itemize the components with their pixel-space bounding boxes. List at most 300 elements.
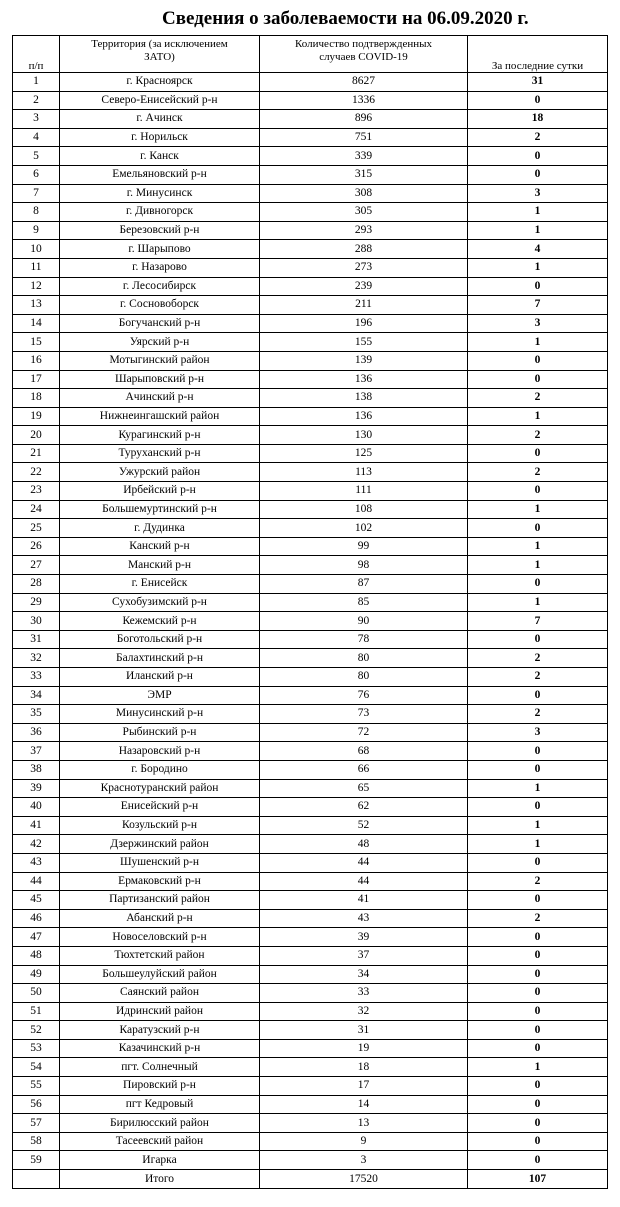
total-num-cell [13,1170,60,1189]
row-daily: 0 [468,482,608,501]
row-daily: 1 [468,407,608,426]
row-daily: 1 [468,500,608,519]
row-count: 14 [260,1095,468,1114]
row-num: 17 [13,370,60,389]
table-row [13,1002,608,1021]
row-count: 136 [260,407,468,426]
row-daily: 2 [468,668,608,687]
row-count: 65 [260,779,468,798]
table-row [13,91,608,110]
row-num: 45 [13,891,60,910]
row-count: 39 [260,928,468,947]
row-count: 72 [260,723,468,742]
covid-stats-table [12,35,608,1189]
row-territory: г. Ачинск [60,110,260,129]
row-num: 22 [13,463,60,482]
row-count: 19 [260,1039,468,1058]
row-territory: г. Шарыпово [60,240,260,259]
row-territory: г. Красноярск [60,73,260,92]
table-row [13,314,608,333]
row-count: 32 [260,1002,468,1021]
row-territory: г. Енисейск [60,575,260,594]
row-num: 27 [13,556,60,575]
table-row [13,463,608,482]
table-row [13,1039,608,1058]
row-count: 308 [260,184,468,203]
row-num: 25 [13,519,60,538]
row-territory: Саянский район [60,984,260,1003]
row-num: 6 [13,165,60,184]
row-territory: г. Дивногорск [60,203,260,222]
table-row [13,351,608,370]
header-count [260,36,468,73]
table-row [13,946,608,965]
row-territory: Северо-Енисейский р-н [60,91,260,110]
table-row [13,556,608,575]
row-territory: г. Бородино [60,760,260,779]
row-territory: Большеулуйский район [60,965,260,984]
row-num: 42 [13,835,60,854]
row-daily: 0 [468,946,608,965]
table-row [13,426,608,445]
row-daily: 18 [468,110,608,129]
row-daily: 0 [468,147,608,166]
row-num: 5 [13,147,60,166]
row-territory: Нижнеингашский район [60,407,260,426]
table-row [13,630,608,649]
row-daily: 0 [468,1095,608,1114]
row-territory: Новоселовский р-н [60,928,260,947]
row-daily: 0 [468,370,608,389]
header-num: п/п [13,36,60,73]
table-row [13,389,608,408]
row-num: 40 [13,798,60,817]
row-count: 139 [260,351,468,370]
row-daily: 0 [468,853,608,872]
row-daily: 0 [468,891,608,910]
row-daily: 3 [468,314,608,333]
row-num: 56 [13,1095,60,1114]
row-num: 46 [13,909,60,928]
row-territory: Абанский р-н [60,909,260,928]
total-row [13,1170,608,1189]
row-count: 293 [260,221,468,240]
table-row [13,147,608,166]
row-territory: г. Назарово [60,258,260,277]
row-count: 62 [260,798,468,817]
row-num: 41 [13,816,60,835]
row-count: 339 [260,147,468,166]
row-num: 44 [13,872,60,891]
total-daily: 107 [468,1170,608,1189]
table-row [13,705,608,724]
row-num: 24 [13,500,60,519]
table-row [13,482,608,501]
table-row [13,872,608,891]
row-daily: 2 [468,128,608,147]
table-row [13,1095,608,1114]
row-count: 98 [260,556,468,575]
row-daily: 0 [468,91,608,110]
table-row [13,1132,608,1151]
row-num: 1 [13,73,60,92]
row-territory: Идринский район [60,1002,260,1021]
row-daily: 0 [468,444,608,463]
row-num: 13 [13,296,60,315]
table-row [13,909,608,928]
table-row [13,240,608,259]
row-num: 10 [13,240,60,259]
row-num: 52 [13,1021,60,1040]
row-count: 125 [260,444,468,463]
table-row [13,965,608,984]
row-num: 16 [13,351,60,370]
row-count: 37 [260,946,468,965]
row-count: 68 [260,742,468,761]
row-num: 3 [13,110,60,129]
row-territory: Емельяновский р-н [60,165,260,184]
row-num: 26 [13,537,60,556]
row-daily: 0 [468,630,608,649]
page-title-text: Сведения о заболеваемости на 06.09.2020 г. [162,8,529,29]
table-row [13,165,608,184]
row-num: 53 [13,1039,60,1058]
row-num: 58 [13,1132,60,1151]
row-count: 41 [260,891,468,910]
row-num: 14 [13,314,60,333]
row-daily: 0 [468,165,608,184]
row-num: 59 [13,1151,60,1170]
row-num: 38 [13,760,60,779]
row-daily: 2 [468,872,608,891]
row-count: 33 [260,984,468,1003]
row-count: 73 [260,705,468,724]
row-count: 211 [260,296,468,315]
table-row [13,649,608,668]
row-daily: 0 [468,351,608,370]
row-count: 113 [260,463,468,482]
table-row [13,928,608,947]
row-count: 13 [260,1114,468,1133]
row-num: 32 [13,649,60,668]
row-daily: 7 [468,296,608,315]
row-num: 36 [13,723,60,742]
table-row [13,1114,608,1133]
row-count: 111 [260,482,468,501]
row-count: 48 [260,835,468,854]
table-row [13,333,608,352]
page-title [0,7,620,31]
row-count: 3 [260,1151,468,1170]
table-row [13,128,608,147]
row-count: 155 [260,333,468,352]
row-daily: 0 [468,1021,608,1040]
row-daily: 1 [468,835,608,854]
row-count: 136 [260,370,468,389]
row-count: 78 [260,630,468,649]
table-row [13,593,608,612]
row-daily: 7 [468,612,608,631]
row-count: 18 [260,1058,468,1077]
row-count: 44 [260,853,468,872]
row-num: 9 [13,221,60,240]
row-count: 273 [260,258,468,277]
row-count: 315 [260,165,468,184]
row-territory: Партизанский район [60,891,260,910]
row-territory: Тасеевский район [60,1132,260,1151]
row-count: 87 [260,575,468,594]
row-count: 196 [260,314,468,333]
table-row [13,853,608,872]
row-num: 37 [13,742,60,761]
table-row [13,723,608,742]
row-num: 30 [13,612,60,631]
row-count: 239 [260,277,468,296]
row-daily: 1 [468,1058,608,1077]
table-row [13,891,608,910]
row-num: 2 [13,91,60,110]
row-num: 29 [13,593,60,612]
row-daily: 1 [468,816,608,835]
row-territory: г. Канск [60,147,260,166]
row-daily: 0 [468,519,608,538]
row-count: 44 [260,872,468,891]
table-row [13,73,608,92]
header-daily: За последние сутки [468,36,608,73]
row-territory: Шарыповский р-н [60,370,260,389]
row-count: 102 [260,519,468,538]
table-row [13,407,608,426]
row-territory: Пировский р-н [60,1077,260,1096]
row-territory: Рыбинский р-н [60,723,260,742]
table-row [13,760,608,779]
row-count: 85 [260,593,468,612]
row-daily: 4 [468,240,608,259]
row-territory: Балахтинский р-н [60,649,260,668]
row-territory: Игарка [60,1151,260,1170]
row-territory: Тюхтетский район [60,946,260,965]
row-num: 15 [13,333,60,352]
row-num: 35 [13,705,60,724]
row-territory: Каратузский р-н [60,1021,260,1040]
row-territory: г. Сосновоборск [60,296,260,315]
table-row [13,184,608,203]
row-daily: 0 [468,984,608,1003]
header-territory [60,36,260,73]
row-num: 12 [13,277,60,296]
row-territory: пгт Кедровый [60,1095,260,1114]
row-territory: г. Минусинск [60,184,260,203]
row-num: 28 [13,575,60,594]
row-num: 11 [13,258,60,277]
row-count: 1336 [260,91,468,110]
row-territory: Кежемский р-н [60,612,260,631]
row-daily: 1 [468,333,608,352]
table-row [13,296,608,315]
row-count: 90 [260,612,468,631]
row-count: 31 [260,1021,468,1040]
row-territory: Манский р-н [60,556,260,575]
row-daily: 2 [468,705,608,724]
row-num: 57 [13,1114,60,1133]
table-row [13,686,608,705]
row-territory: Уярский р-н [60,333,260,352]
row-count: 80 [260,649,468,668]
row-daily: 0 [468,277,608,296]
row-daily: 0 [468,1132,608,1151]
table-row [13,612,608,631]
table-header-row [13,36,608,73]
row-daily: 0 [468,928,608,947]
row-num: 47 [13,928,60,947]
row-daily: 2 [468,909,608,928]
row-territory: пгт. Солнечный [60,1058,260,1077]
row-num: 7 [13,184,60,203]
row-daily: 2 [468,463,608,482]
table-row [13,984,608,1003]
row-daily: 0 [468,798,608,817]
row-num: 23 [13,482,60,501]
row-territory: Ирбейский р-н [60,482,260,501]
row-territory: Богучанский р-н [60,314,260,333]
header-territory-line2: ЗАТО) [144,50,175,63]
row-daily: 31 [468,73,608,92]
row-daily: 1 [468,556,608,575]
row-count: 34 [260,965,468,984]
row-num: 43 [13,853,60,872]
row-territory: Иланский р-н [60,668,260,687]
table-row [13,742,608,761]
row-territory: Березовский р-н [60,221,260,240]
row-territory: Назаровский р-н [60,742,260,761]
row-daily: 0 [468,686,608,705]
row-count: 66 [260,760,468,779]
row-count: 8627 [260,73,468,92]
row-daily: 1 [468,779,608,798]
row-num: 33 [13,668,60,687]
header-count-line1: Количество подтвержденных [295,38,432,50]
table-row [13,1058,608,1077]
row-daily: 0 [468,1039,608,1058]
row-territory: Козульский р-н [60,816,260,835]
row-daily: 2 [468,649,608,668]
row-count: 138 [260,389,468,408]
table-row [13,110,608,129]
row-count: 751 [260,128,468,147]
row-territory: Туруханский р-н [60,444,260,463]
row-num: 8 [13,203,60,222]
table-row [13,500,608,519]
row-num: 31 [13,630,60,649]
row-territory: ЭМР [60,686,260,705]
table-row [13,277,608,296]
total-label: Итого [60,1170,260,1189]
row-territory: Минусинский р-н [60,705,260,724]
row-territory: Краснотуранский район [60,779,260,798]
row-num: 51 [13,1002,60,1021]
row-count: 305 [260,203,468,222]
row-daily: 3 [468,184,608,203]
row-count: 17 [260,1077,468,1096]
row-daily: 0 [468,760,608,779]
table-body [13,73,608,1170]
row-territory: Ермаковский р-н [60,872,260,891]
table-row [13,1021,608,1040]
header-territory-line1: Территория (за исключением [91,38,228,50]
table-row [13,779,608,798]
row-num: 39 [13,779,60,798]
row-territory: Боготольский р-н [60,630,260,649]
row-territory: Большемуртинский р-н [60,500,260,519]
row-daily: 1 [468,537,608,556]
row-territory: г. Дудинка [60,519,260,538]
row-count: 108 [260,500,468,519]
row-daily: 0 [468,965,608,984]
row-daily: 1 [468,593,608,612]
row-count: 43 [260,909,468,928]
row-territory: Дзержинский район [60,835,260,854]
row-territory: Ужурский район [60,463,260,482]
table-row [13,444,608,463]
row-count: 52 [260,816,468,835]
row-daily: 3 [468,723,608,742]
row-territory: Канский р-н [60,537,260,556]
row-num: 55 [13,1077,60,1096]
row-daily: 0 [468,742,608,761]
row-count: 288 [260,240,468,259]
row-count: 76 [260,686,468,705]
row-num: 34 [13,686,60,705]
row-territory: Шушенский р-н [60,853,260,872]
table-row [13,370,608,389]
row-territory: г. Норильск [60,128,260,147]
row-count: 80 [260,668,468,687]
row-territory: Мотыгинский район [60,351,260,370]
table-row [13,668,608,687]
table-row [13,519,608,538]
row-territory: Казачинский р-н [60,1039,260,1058]
row-territory: г. Лесосибирск [60,277,260,296]
row-count: 9 [260,1132,468,1151]
table-row [13,816,608,835]
row-daily: 2 [468,389,608,408]
table-row [13,537,608,556]
row-daily: 2 [468,426,608,445]
row-num: 4 [13,128,60,147]
row-daily: 1 [468,221,608,240]
row-count: 130 [260,426,468,445]
row-daily: 0 [468,1002,608,1021]
table-row [13,835,608,854]
row-daily: 1 [468,258,608,277]
row-territory: Енисейский р-н [60,798,260,817]
table-row [13,1151,608,1170]
row-num: 49 [13,965,60,984]
total-count: 17520 [260,1170,468,1189]
row-daily: 0 [468,1077,608,1096]
row-territory: Курагинский р-н [60,426,260,445]
row-count: 896 [260,110,468,129]
table-row [13,1077,608,1096]
table-row [13,258,608,277]
row-territory: Бирилюсский район [60,1114,260,1133]
row-num: 50 [13,984,60,1003]
row-num: 48 [13,946,60,965]
row-num: 20 [13,426,60,445]
row-daily: 0 [468,1151,608,1170]
row-territory: Ачинский р-н [60,389,260,408]
row-num: 21 [13,444,60,463]
